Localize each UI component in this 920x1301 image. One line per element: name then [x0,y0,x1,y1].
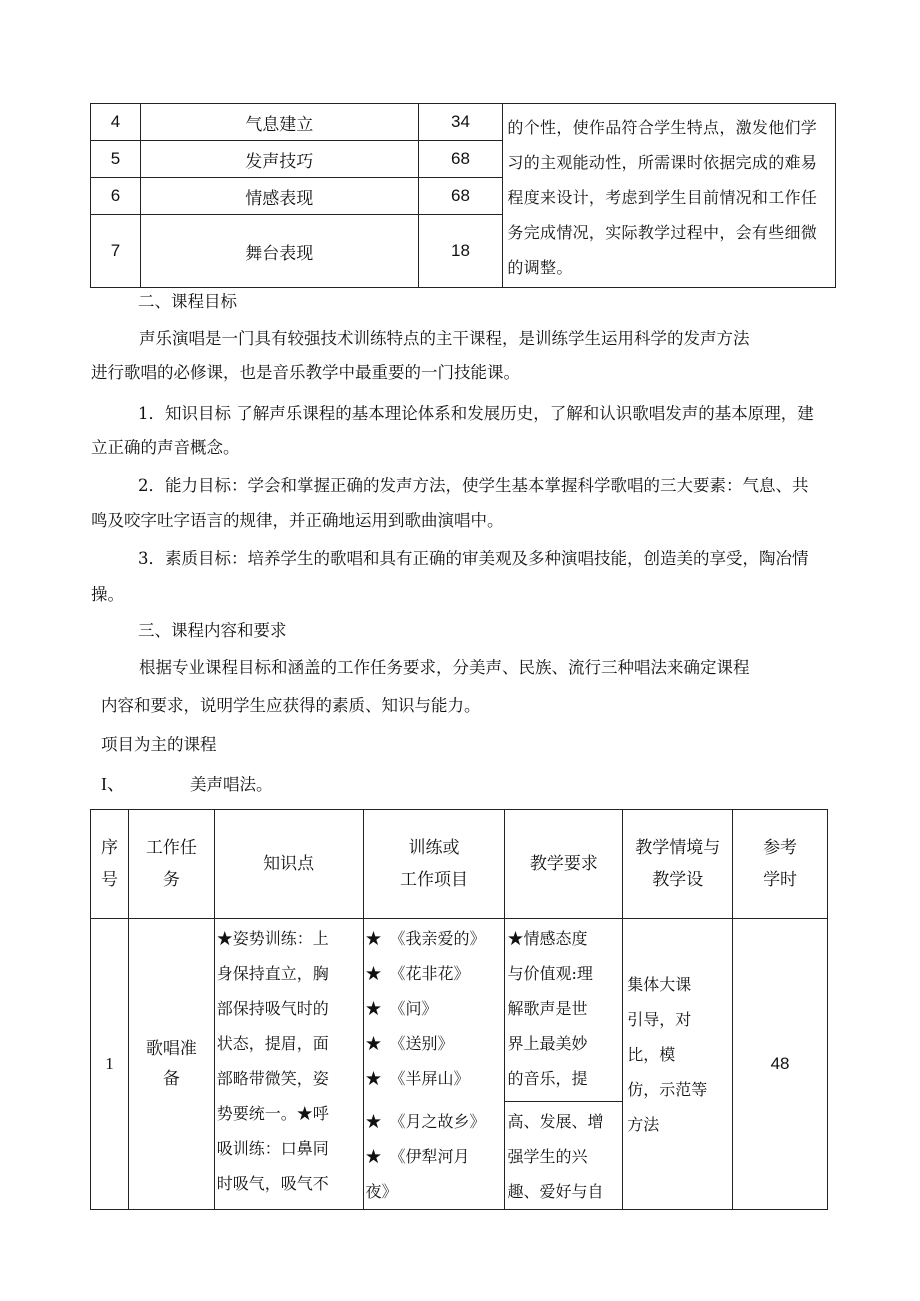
project-item: ★ 《半屏山》 [365,1069,470,1088]
header-text: 工作任 [145,838,197,858]
note-line: 务完成情况，实际教学过程中，会有些细微 [507,223,818,242]
header-hours [733,810,828,919]
goal-knowledge-cont: 立正确的声音概念。 [91,438,240,457]
project-item: ★ 《伊犁河月 [365,1147,470,1166]
project-item: 夜》 [365,1182,398,1201]
row-no: 7 [91,215,141,288]
project-item: ★ 《花非花》 [365,964,470,983]
row-no: 4 [91,104,141,141]
cell-hours: 48 [733,919,828,1210]
goal-knowledge: 1．知识目标 了解声乐课程的基本理论体系和发展历史，了解和认识歌唱发声的基本原理，建 [138,404,814,423]
goal-ability-cont: 鸣及咬字吐字语言的规律，并正确地运用到歌曲演唱中。 [91,511,504,530]
header-text: 序 [100,838,118,858]
header-requirements: 教学要求 [505,810,623,919]
context-line: 比，模 [627,1045,676,1064]
header-task [128,810,214,919]
req-line: 与价值观:理 [507,964,593,983]
header-text: 教学设 [652,870,704,890]
requirements-part-a [505,919,622,1102]
header-text: 务 [162,870,180,890]
req-line: 界上最美妙 [507,1034,588,1053]
cell-requirements [505,919,623,1210]
header-knowledge: 知识点 [214,810,363,919]
header-context [623,810,733,919]
requirements-part-b [505,1102,622,1209]
goal-quality-cont: 操。 [91,585,124,604]
row-hours: 68 [418,178,503,215]
top-course-hours-table [90,103,836,288]
cell-no: 1 [91,919,129,1210]
project-item: ★ 《问》 [365,999,438,1018]
project-item: ★ 《月之故乡》 [365,1112,486,1131]
goal-quality: 3．素质目标：培养学生的歌唱和具有正确的审美观及多种演唱技能，创造美的享受，陶冶情 [138,549,809,568]
context-line: 方法 [627,1115,660,1134]
header-text: 工作项目 [400,870,468,890]
knowledge-line: 势要统一。★呼 [216,1104,329,1123]
header-project [363,810,505,919]
header-text: 号 [100,870,118,890]
course-content-table [90,809,828,1210]
knowledge-line: 部保持吸气时的 [216,999,329,1018]
row-no: 5 [91,141,141,178]
paragraph-line: 声乐演唱是一门具有较强技术训练特点的主干课程，是训练学生运用科学的发声方法 [139,329,750,348]
subheading: 项目为主的课程 [101,735,217,754]
row-name: 情感表现 [140,178,418,215]
paragraph-line: 进行歌唱的必修课，也是音乐教学中最重要的一门技能课。 [91,363,520,382]
context-line: 集体大课 [627,975,692,994]
req-line: 的音乐，提 [507,1069,588,1088]
task-text: 备 [162,1069,180,1089]
section-heading: 二、课程目标 [138,292,237,311]
cell-context [623,919,733,1210]
header-text: 教学情境与 [635,838,721,858]
row-no: 6 [91,178,141,215]
row-name: 气息建立 [140,104,418,141]
header-text: 训练或 [408,838,460,858]
part-number: I、 [101,774,125,794]
knowledge-line: 身保持直立，胸 [216,964,329,983]
row-name: 发声技巧 [140,141,418,178]
table-header-row [91,810,828,919]
note-line: 的调整。 [507,258,573,277]
note-line: 习的主观能动性，所需课时依据完成的难易 [507,153,818,172]
paragraph-line: 内容和要求，说明学生应获得的素质、知识与能力。 [101,696,481,715]
row-name: 舞台表现 [140,215,418,288]
req-line: 强学生的兴 [507,1147,588,1166]
paragraph-line: 根据专业课程目标和涵盖的工作任务要求，分美声、民族、流行三种唱法来确定课程 [139,658,750,677]
task-text: 歌唱准 [145,1039,197,1059]
knowledge-line: 部略带微笑，姿 [216,1069,329,1088]
req-line: ★情感态度 [507,929,588,948]
knowledge-line: 状态，提眉，面 [216,1034,329,1053]
header-text: 参考 [763,838,798,858]
context-line: 仿，示范等 [627,1080,708,1099]
cell-projects [363,919,505,1210]
header-no [91,810,129,919]
goal-ability: 2．能力目标：学会和掌握正确的发声方法，使学生基本掌握科学歌唱的三大要素：气息、共 [138,476,809,495]
project-item: ★ 《送别》 [365,1034,454,1053]
row-hours: 68 [418,141,503,178]
context-line: 引导，对 [627,1010,692,1029]
note-cell [503,104,836,288]
header-text: 学时 [763,870,798,890]
req-line: 高、发展、增 [507,1112,604,1131]
row-hours: 18 [418,215,503,288]
req-line: 趣、爱好与自 [507,1182,604,1201]
req-line: 解歌声是世 [507,999,588,1018]
note-line: 程度来设计，考虑到学生目前情况和工作任 [507,188,818,207]
knowledge-line: ★姿势训练：上 [216,929,329,948]
knowledge-line: 吸训练：口鼻同 [216,1139,329,1158]
knowledge-line: 时吸气，吸气不 [216,1174,329,1193]
section-heading: 三、课程内容和要求 [138,621,287,640]
part-title: 美声唱法。 [190,775,273,794]
cell-task [128,919,214,1210]
row-hours: 34 [418,104,503,141]
note-line: 的个性，使作品符合学生特点，激发他们学 [507,118,818,137]
table-row [91,919,828,1210]
cell-knowledge [214,919,363,1210]
table-row [91,104,836,141]
project-item: ★ 《我亲爱的》 [365,929,486,948]
